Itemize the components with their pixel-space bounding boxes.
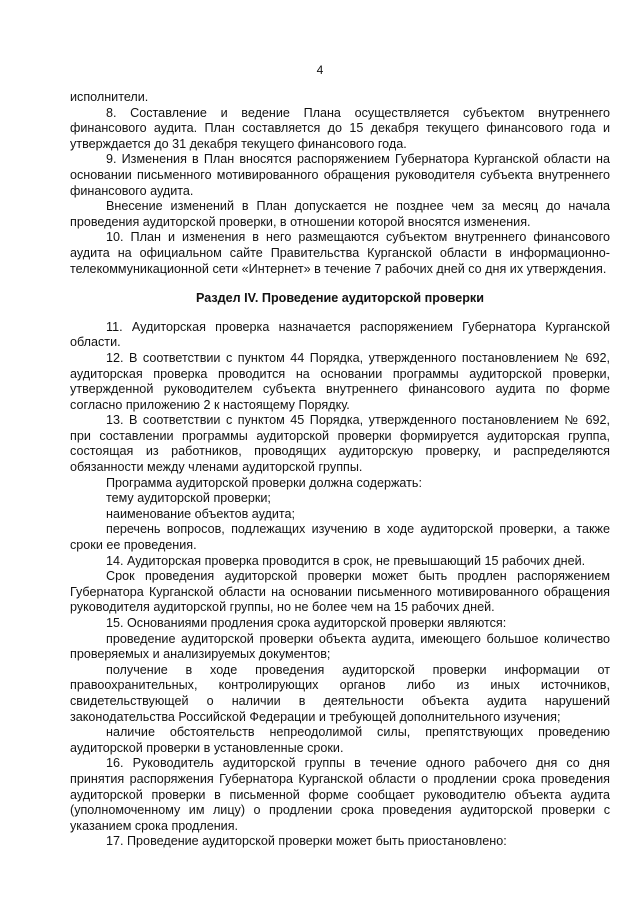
paragraph-item-13: 13. В соответствии с пунктом 45 Порядка, утвержденного постановлением № 692, при составлении программы аудиторской проверки формируется аудиторская группа, состоящая из работников, проводящих аудиторскую проверку, и распределяются обязанности между членами аудиторской группы. (70, 413, 610, 475)
paragraph-program-intro: Программа аудиторской проверки должна содержать: (106, 475, 422, 490)
paragraph-item-10: 10. План и изменения в него размещаются субъектом внутреннего финансового аудита на официальном сайте Правительства Курганской области в информационно-телекоммуникационной сети «Интернет» в течение 7 рабочих дней со дня их утверждения. (70, 230, 610, 276)
paragraph-extension: Срок проведения аудиторской проверки может быть продлен распоряжением Губернатора Курганской области на основании письменного мотивированного обращения руководителя аудиторской группы, но не более чем на 15 рабочих дней. (70, 569, 610, 615)
paragraph-item-15: 15. Основаниями продления срока аудиторской проверки являются: (106, 616, 507, 630)
paragraph-item-9: 9. Изменения в План вносятся распоряжением Губернатора Курганской области на основании письменного мотивированного обращения руководителя субъекта внутреннего финансового аудита. (70, 152, 610, 198)
paragraph-item-16: 16. Руководитель аудиторской группы в течение одного рабочего дня со дня принятия распоряжения Губернатора Курганской области о продлении срока проведения аудиторской проверки в письменной форме сообщает руководителю объекта аудита (уполномоченному им лицу) о продлении срока проведения аудиторской проверки с указанием срока продления. (70, 756, 610, 833)
paragraph-continuation: исполнители. (70, 90, 149, 104)
paragraph-item-17: 17. Проведение аудиторской проверки может быть приостановлено: (106, 834, 507, 849)
list-item-topic: тему аудиторской проверки; (106, 491, 271, 506)
list-item-force-majeure: наличие обстоятельств непреодолимой силы, препятствующих проведению аудиторской проверки в установленные сроки. (70, 725, 610, 755)
paragraph-item-8: 8. Составление и ведение Плана осуществляется субъектом внутреннего финансового аудита. План составляется до 15 декабря текущего финансового года и утверждается до 31 декабря текущего финансового года. (70, 105, 610, 151)
paragraph-item-14: 14. Аудиторская проверка проводится в срок, не превышающий 15 рабочих дней. (106, 553, 586, 568)
list-item-questions: перечень вопросов, подлежащих изучению в ходе аудиторской проверки, а также сроки ее проведения. (70, 522, 610, 553)
document-body (70, 90, 610, 850)
paragraph-item-11: 11. Аудиторская проверка назначается распоряжением Губернатора Курганской области. (70, 319, 610, 350)
list-item-docs: проведение аудиторской проверки объекта аудита, имеющего большое количество проверяемых и анализируемых документов; (70, 631, 610, 662)
list-item-info: получение в ходе проведения аудиторской проверки информации от правоохранительных, контролирующих органов либо из иных источников, свидетельствующей о наличии в деятельности объекта аудита нарушений законодательства Российской Федерации и требующей дополнительного изучения; (70, 662, 610, 724)
paragraph-item-12: 12. В соответствии с пунктом 44 Порядка, утвержденного постановлением № 692, аудиторская проверка проводится на основании программы аудиторской проверки, утвержденной руководителем субъекта внутреннего финансового аудита по форме согласно приложению 2 к настоящему Порядку. (70, 350, 610, 412)
page-number: 4 (316, 63, 324, 77)
list-item-objects: наименование объектов аудита; (106, 506, 296, 521)
section-heading: Раздел IV. Проведение аудиторской проверки (196, 291, 484, 306)
paragraph-item-9-note: Внесение изменений в План допускается не позднее чем за месяц до начала проведения аудиторской проверки, в отношении которой вносятся изменения. (70, 199, 610, 229)
